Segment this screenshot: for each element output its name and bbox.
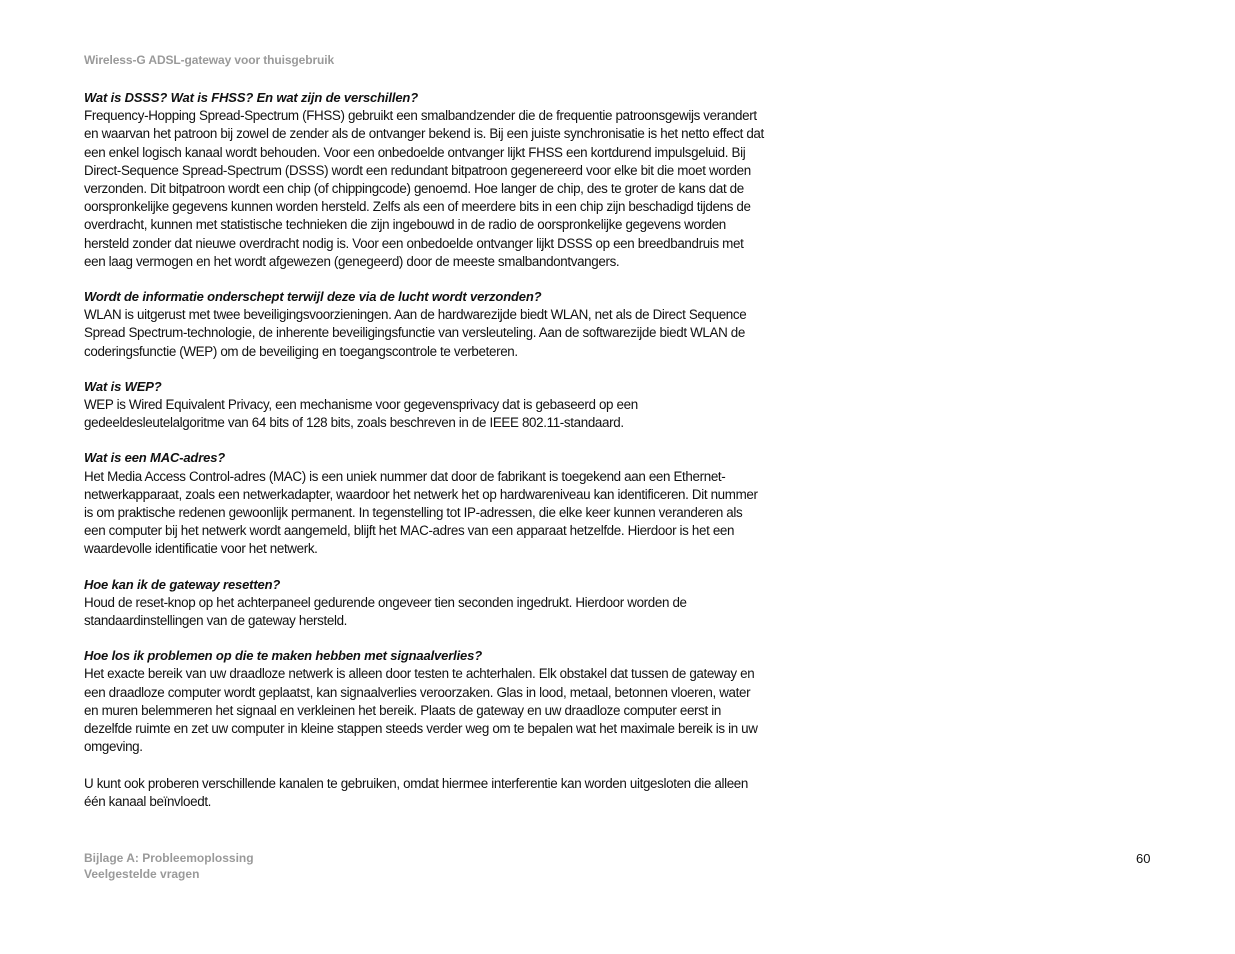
footer-section: Bijlage A: Probleemoplossing: [84, 851, 254, 865]
faq-item-interception: [84, 288, 764, 361]
faq-question: Wat is DSSS? Wat is FHSS? En wat zijn de verschillen?: [84, 90, 418, 105]
faq-content: [84, 89, 764, 828]
faq-item-dsss-fhss: [84, 89, 764, 271]
faq-answer: Het exacte bereik van uw draadloze netwerk is alleen door testen te achterhalen. Elk obstakel dat tussen de gateway en een draadloze computer wordt geplaatst, kan signaalverlies veroorzaken. Glas in lood, metaal, betonnen vloeren, water en muren belemmeren het signaal en verkleinen het bereik. Plaats de gateway en uw draadloze computer eerst in dezelfde ruimte en zet uw computer in kleine stappen steeds verder weg om te bepalen wat het maximale bereik is in uw omgeving.: [84, 666, 758, 755]
footer-section-info: [84, 850, 254, 882]
faq-answer: Frequency-Hopping Spread-Spectrum (FHSS) gebruikt een smalbandzender die de frequentie patroonsgewijs verandert en waarvan het patroon bij zowel de zender als de ontvanger bekend is. Bij een juiste synchronisatie is het netto effect dat een enkel logisch kanaal wordt behouden. Voor een onbedoelde ontvanger lijkt FHSS een kortdurend impulsgeluid. Bij Direct-Sequence Spread-Spectrum (DSSS) wordt een redundant bitpatroon gegenereerd voor elke bit die moet worden verzonden. Dit bitpatroon wordt een chip (of chippingcode) genoemd. Hoe langer de chip, des te groter de kans dat de oorspronkelijke gegevens kunnen worden hersteld. Zelfs als een of meerdere bits in een chip zijn beschadigd tijdens de overdracht, kunnen met statistische technieken die zijn ingebouwd in de radio de oorspronkelijke gegevens worden hersteld zonder dat nieuwe overdracht nodig is. Voor een onbedoelde ontvanger lijkt DSSS op een breedbandruis met een laag vermogen en het wordt afgewezen (genegeerd) door de meeste smalbandontvangers.: [84, 108, 764, 269]
faq-question: Hoe kan ik de gateway resetten?: [84, 576, 281, 592]
running-header: Wireless-G ADSL-gateway voor thuisgebruik: [84, 53, 335, 67]
footer-subsection: Veelgestelde vragen: [84, 867, 200, 881]
faq-answer: WEP is Wired Equivalent Privacy, een mechanisme voor gegevensprivacy dat is gebaseerd op een gedeeldesleutelalgoritme van 64 bits of 128 bits, zoals beschreven in de IEEE 802.11-standaard.: [84, 397, 638, 431]
faq-item-reset-gateway: [84, 576, 764, 631]
faq-item-wep: [84, 378, 764, 433]
faq-question: Hoe los ik problemen op die te maken hebben met signaalverlies?: [84, 648, 483, 664]
faq-answer-extra: U kunt ook proberen verschillende kanalen te gebruiken, omdat hiermee interferentie kan worden uitgesloten die alleen één kanaal beïnvloedt.: [84, 775, 748, 809]
faq-item-mac-address: [84, 449, 764, 558]
faq-question: Wat is een MAC-adres?: [84, 450, 226, 466]
faq-answer: Het Media Access Control-adres (MAC) is een uniek nummer dat door de fabrikant is toegekend aan een Ethernet-netwerkapparaat, zoals een netwerkadapter, waardoor het netwerk het op hardwareniveau kan identificeren. Dit nummer is om praktische redenen gewoonlijk permanent. In tegenstelling tot IP-adressen, die elke keer kunnen veranderen als een computer bij het netwerk wordt aangemeld, blijft het MAC-adres van een apparaat hetzelfde. Hierdoor is het een waardevolle identificatie voor het netwerk.: [84, 468, 758, 557]
faq-question: Wat is WEP?: [84, 378, 162, 394]
faq-answer: Houd de reset-knop op het achterpaneel gedurende ongeveer tien seconden ingedrukt. Hierdoor worden de standaardinstellingen van de gateway hersteld.: [84, 594, 687, 629]
faq-item-signal-loss: [84, 647, 764, 811]
page-number: 60: [1136, 851, 1151, 866]
faq-answer: WLAN is uitgerust met twee beveiligingsvoorzieningen. Aan de hardwarezijde biedt WLAN, net als de Direct Sequence Spread Spectrum-technologie, de inherente beveiligingsfunctie van versleuteling. Aan de softwarezijde biedt WLAN de coderingsfunctie (WEP) om de beveiliging en toegangscontrole te verbeteren.: [84, 307, 747, 359]
faq-question: Wordt de informatie onderschept terwijl deze via de lucht wordt verzonden?: [84, 289, 542, 305]
